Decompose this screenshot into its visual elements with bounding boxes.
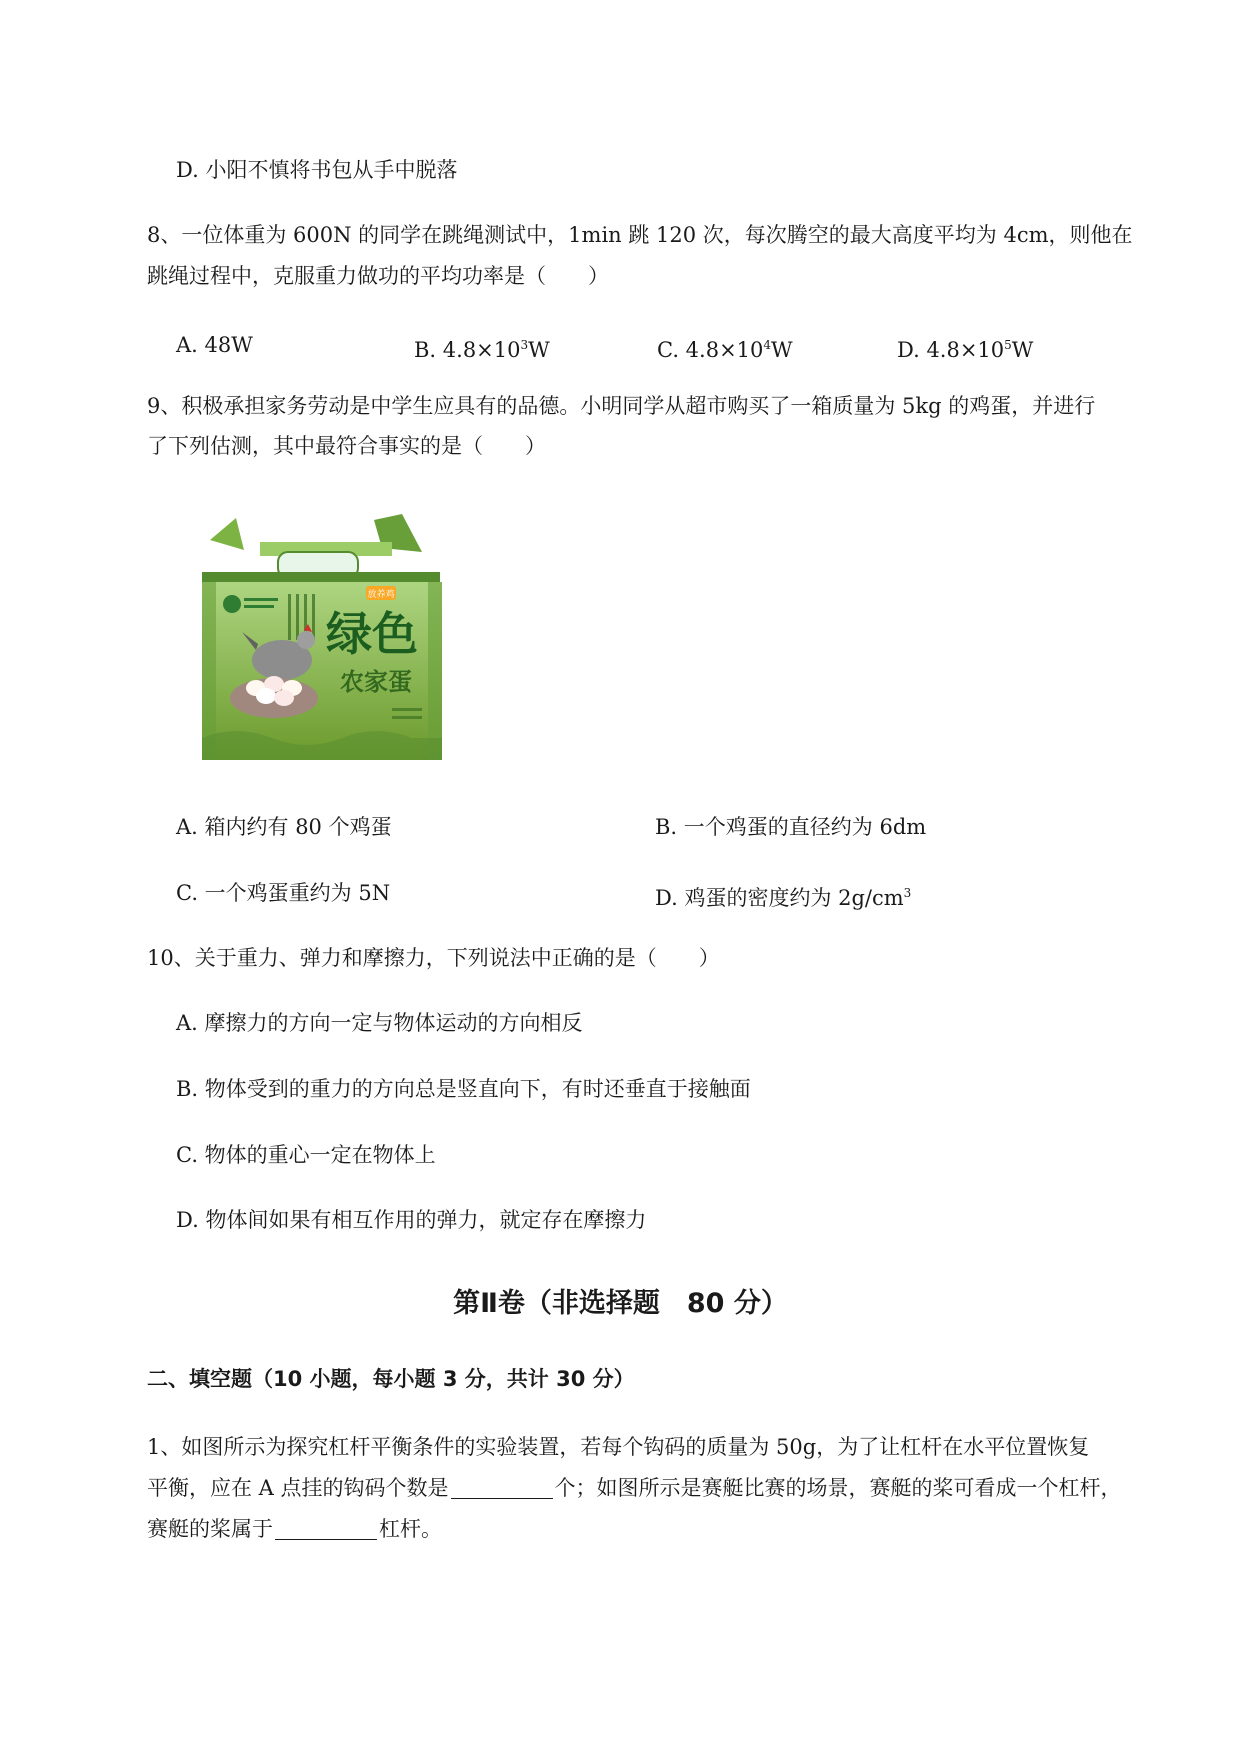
q8-option-b-unit: W [528,338,550,362]
q8-option-b [414,330,550,365]
egg-box-image [196,512,450,766]
q8-option-a: A. 48W [176,333,253,357]
fill1-line2-text-b: 个；如图所示是赛艇比赛的场景，赛艇的桨可看成一个杠杆， [554,1476,1122,1500]
q9-stem-line2: 了下列估测，其中最符合事实的是（ ） [147,434,546,458]
answer-blank-1[interactable] [451,1476,553,1499]
q9-option-d-base: D. 鸡蛋的密度约为 2g/cm [655,886,904,910]
q8-option-d-unit: W [1011,338,1034,362]
fill1-line2 [147,1473,1122,1503]
q7-option-d: D. 小阳不慎将书包从手中脱落 [176,158,458,182]
q10-option-d: D. 物体间如果有相互作用的弹力，就定存在摩擦力 [176,1208,647,1232]
q9-option-c: C. 一个鸡蛋重约为 5N [176,881,391,905]
fill1-line3-text-b: 杠杆。 [379,1517,442,1541]
q8-option-d-base: D. 4.8×10 [897,338,1005,362]
q8-option-c [657,330,793,365]
egg-box-title: 绿色 [326,607,418,661]
q9-option-d [655,878,911,913]
part2-title: 第Ⅱ卷（非选择题 80 分） [453,1288,788,1319]
q8-option-c-exponent: 4 [763,338,772,352]
q8-option-d-exponent: 5 [1004,338,1012,352]
q10-option-a: A. 摩擦力的方向一定与物体运动的方向相反 [176,1011,583,1035]
q10-stem: 10、关于重力、弹力和摩擦力，下列说法中正确的是（ ） [147,946,720,970]
fill1-line1: 1、如图所示为探究杠杆平衡条件的实验装置，若每个钩码的质量为 50g，为了让杠杆在水平位置恢复 [147,1435,1090,1459]
q10-option-b: B. 物体受到的重力的方向总是竖直向下，有时还垂直于接触面 [176,1077,751,1101]
egg-box-tag: 放养鸡 [367,590,395,600]
q8-option-b-base: B. 4.8×10 [414,338,521,362]
q8-option-c-base: C. 4.8×10 [657,338,764,362]
section-heading: 二、填空题（10 小题，每小题 3 分，共计 30 分） [147,1367,635,1391]
q9-option-a: A. 箱内约有 80 个鸡蛋 [176,815,392,839]
q10-option-c: C. 物体的重心一定在物体上 [176,1143,436,1167]
q9-stem-line1: 9、积极承担家务劳动是中学生应具有的品德。小明同学从超市购买了一箱质量为 5kg 的鸡蛋，并进行 [147,394,1096,418]
fill1-line2-text-a: 平衡，应在 A 点挂的钩码个数是 [147,1476,449,1500]
q8-option-b-exponent: 3 [520,338,529,352]
egg-box-subtitle: 农家蛋 [340,668,412,696]
q8-stem-line1: 8、一位体重为 600N 的同学在跳绳测试中，1min 跳 120 次，每次腾空的最大高度平均为 4cm，则他在 [147,223,1133,247]
answer-blank-2[interactable] [275,1517,377,1540]
q9-option-b: B. 一个鸡蛋的直径约为 6dm [655,815,927,839]
q8-option-c-unit: W [771,338,793,362]
q8-option-d [897,330,1033,365]
q8-stem-line2: 跳绳过程中，克服重力做功的平均功率是（ ） [147,264,609,288]
q9-option-d-exponent: 3 [903,886,912,900]
fill1-line3 [147,1514,442,1544]
fill1-line3-text-a: 赛艇的桨属于 [147,1517,273,1541]
